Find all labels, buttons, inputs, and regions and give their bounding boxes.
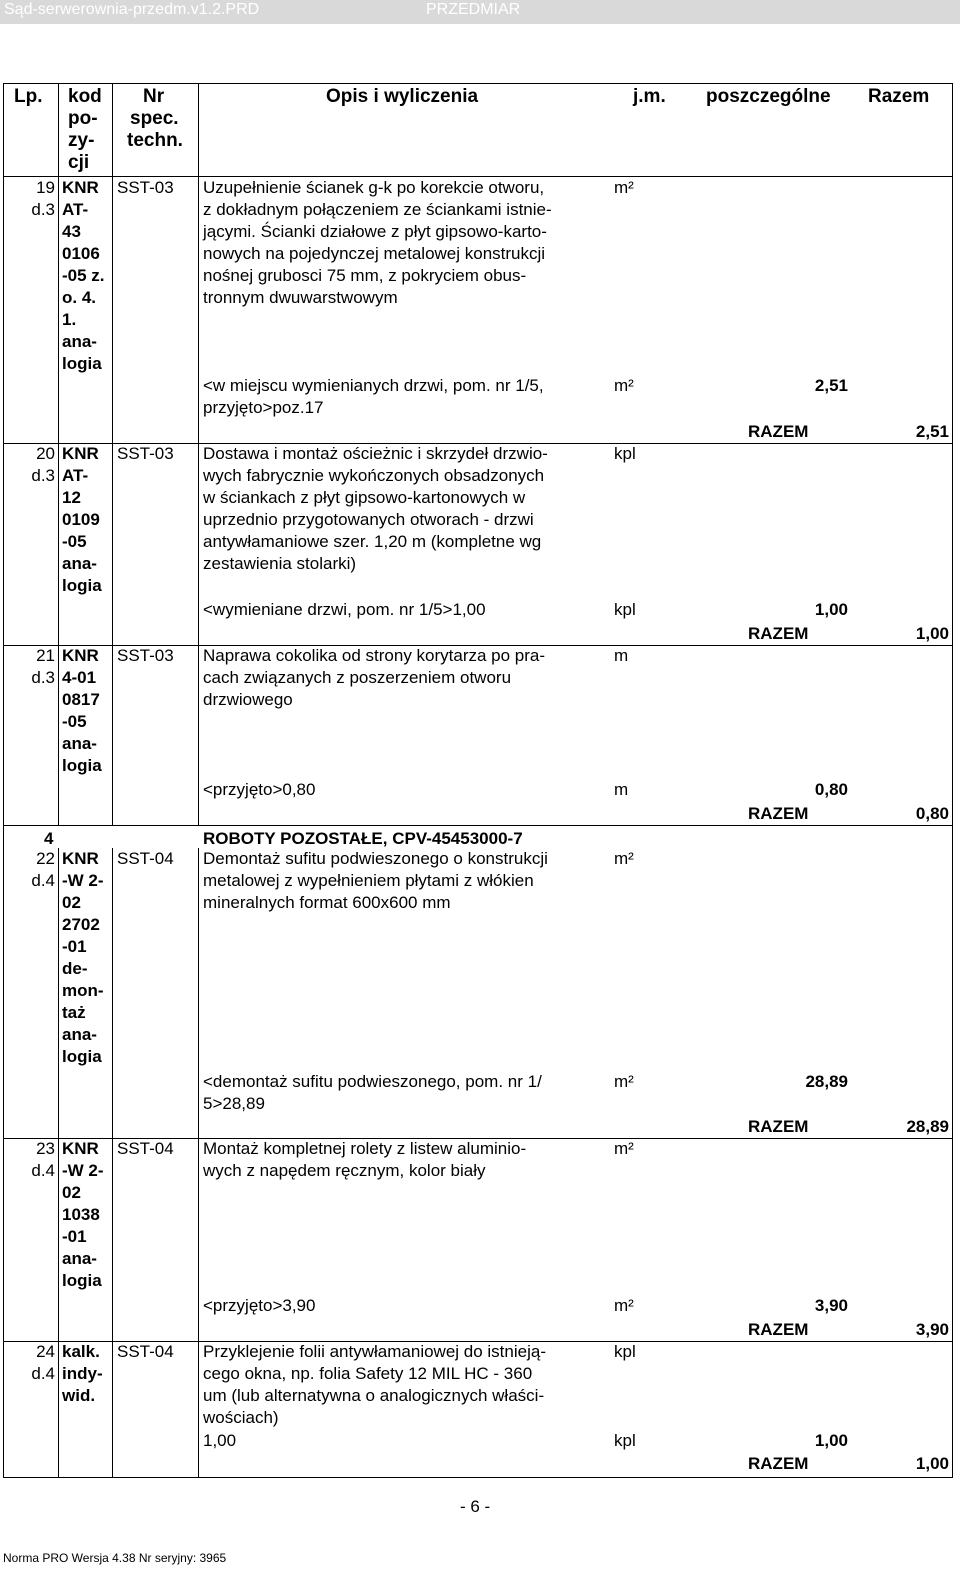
wyliczenie-line: <w miejscu wymienianych drzwi, pom. nr 1/5, xyxy=(203,376,544,395)
opis-line: Przyklejenie folii antywłamaniowej do istnieją- xyxy=(203,1342,546,1361)
kod-pozycji: logia xyxy=(62,1271,102,1290)
column-divider xyxy=(198,645,199,825)
col-lp-header: Lp. xyxy=(14,86,43,107)
kod-pozycji: o. 4. xyxy=(62,288,97,307)
kod-pozycji: ana- xyxy=(62,734,97,753)
lp-number: 21 xyxy=(36,646,55,665)
kod-pozycji: 0817 xyxy=(62,690,100,709)
opis-line: wych fabrycznie wykończonych obsadzonych xyxy=(203,466,545,485)
razem-value: 1,00 xyxy=(915,1454,949,1473)
lp-number: 22 xyxy=(36,849,55,868)
lp-number: 23 xyxy=(36,1139,55,1158)
lp-number: d.4 xyxy=(31,1161,55,1180)
kod-pozycji: KNR xyxy=(62,849,99,868)
razem-value: 0,80 xyxy=(915,804,949,823)
opis-line: zestawienia stolarki) xyxy=(203,554,357,573)
document-header-bar xyxy=(0,0,960,24)
col-opis-header: Opis i wyliczenia xyxy=(326,86,479,107)
wyliczenie-line: przyjęto>poz.17 xyxy=(203,398,324,417)
kod-pozycji: 43 xyxy=(62,222,81,241)
razem-label: RAZEM xyxy=(748,624,809,643)
wyliczenie-line: <demontaż sufitu podwieszonego, pom. nr 1/ xyxy=(203,1072,542,1091)
nr-spec-techn: SST-03 xyxy=(117,646,174,665)
razem-value: 28,89 xyxy=(906,1117,949,1136)
poszczegolne-value: 1,00 xyxy=(814,600,848,619)
opis-line: antywłamaniowe szer. 1,20 m (kompletne wg xyxy=(203,532,542,551)
opis-line: Dostawa i montaż ościeżnic i skrzydeł drzwio- xyxy=(203,444,548,463)
opis-line: wych z napędem ręcznym, kolor biały xyxy=(203,1161,486,1180)
kod-pozycji: 12 xyxy=(62,488,81,507)
kod-pozycji: indy- xyxy=(62,1364,103,1383)
kod-pozycji: -01 xyxy=(62,1227,87,1246)
razem-value: 2,51 xyxy=(915,422,949,441)
opis-line: tronnym dwuwarstwowym xyxy=(203,288,398,307)
wyliczenie-jm: m² xyxy=(614,376,634,395)
kod-pozycji: de- xyxy=(62,959,88,978)
kod-pozycji: AT- xyxy=(62,200,89,219)
opis-line: w ściankach z płyt gipsowo-kartonowych w xyxy=(203,488,526,507)
kod-pozycji: 4-01 xyxy=(62,668,97,687)
col-kod-header-4: cji xyxy=(68,152,90,173)
opis-line: cach związanych z poszerzeniem otworu xyxy=(203,668,512,687)
kod-pozycji: -05 z. xyxy=(62,266,105,285)
kod-pozycji: 0106 xyxy=(62,244,100,263)
poszczegolne-value: 28,89 xyxy=(805,1072,848,1091)
kod-pozycji: mon- xyxy=(62,981,104,1000)
poszczegolne-value: 0,80 xyxy=(814,780,848,799)
page-number: - 6 - xyxy=(460,1497,491,1516)
opis-line: cego okna, np. folia Safety 12 MIL HC - 360 xyxy=(203,1364,533,1383)
opis-line: um (lub alternatywna o analogicznych właści- xyxy=(203,1386,545,1405)
column-divider xyxy=(58,443,59,645)
lp-number: d.3 xyxy=(31,466,55,485)
poszczegolne-value: 2,51 xyxy=(814,376,848,395)
poszczegolne-value: 1,00 xyxy=(814,1431,848,1450)
kod-pozycji: taż xyxy=(62,1003,86,1022)
jm-unit: m xyxy=(614,646,629,665)
col-razem-header: Razem xyxy=(868,86,930,107)
kod-pozycji: 2702 xyxy=(62,915,100,934)
col-nr-header-2: spec. xyxy=(130,108,179,129)
opis-line: Naprawa cokolika od strony korytarza po pra- xyxy=(203,646,546,665)
document-filename: Sąd-serwerownia-przedm.v1.2.PRD xyxy=(4,1,260,18)
kod-pozycji: logia xyxy=(62,576,102,595)
column-divider xyxy=(198,1341,199,1478)
jm-unit: m² xyxy=(614,178,634,197)
col-kod-header-3: zy- xyxy=(68,130,95,151)
column-divider xyxy=(58,177,59,443)
column-divider xyxy=(112,83,113,176)
kod-pozycji: ana- xyxy=(62,554,97,573)
lp-number: d.3 xyxy=(31,668,55,687)
opis-line: Montaż kompletnej rolety z listew aluminio- xyxy=(203,1139,527,1158)
kod-pozycji: kalk. xyxy=(62,1342,100,1361)
kod-pozycji: -W 2- xyxy=(62,1161,104,1180)
document-type: PRZEDMIAR xyxy=(426,1,521,18)
kod-pozycji: KNR xyxy=(62,178,99,197)
razem-label: RAZEM xyxy=(748,804,809,823)
column-divider xyxy=(198,848,199,1138)
kod-pozycji: AT- xyxy=(62,466,89,485)
column-divider xyxy=(198,1138,199,1341)
col-kod-header-1: kod xyxy=(68,86,102,107)
wyliczenie-line: <wymieniane drzwi, pom. nr 1/5>1,00 xyxy=(203,600,486,619)
software-footer: Norma PRO Wersja 4.38 Nr seryjny: 3965 xyxy=(3,1551,227,1565)
jm-unit: kpl xyxy=(614,1342,636,1361)
col-nr-header-1: Nr xyxy=(143,86,165,107)
kod-pozycji: logia xyxy=(62,756,102,775)
col-poszczegolne-header: poszczególne xyxy=(706,86,831,107)
razem-value: 3,90 xyxy=(915,1320,949,1339)
opis-line: mineralnych format 600x600 mm xyxy=(203,893,451,912)
opis-line: Demontaż sufitu podwieszonego o konstrukcji xyxy=(203,849,548,868)
nr-spec-techn: SST-03 xyxy=(117,444,174,463)
column-divider xyxy=(112,645,113,825)
kod-pozycji: 0109 xyxy=(62,510,100,529)
kod-pozycji: KNR xyxy=(62,444,99,463)
row-divider xyxy=(3,825,953,826)
poszczegolne-value: 3,90 xyxy=(814,1296,848,1315)
kod-pozycji: wid. xyxy=(62,1386,96,1405)
lp-number: d.4 xyxy=(31,1364,55,1383)
wyliczenie-jm: m xyxy=(614,780,629,799)
opis-line: jącymi. Ścianki działowe z płyt gipsowo-karto- xyxy=(203,222,547,241)
wyliczenie-line: 5>28,89 xyxy=(203,1094,265,1113)
kod-pozycji: -W 2- xyxy=(62,871,104,890)
lp-number: 19 xyxy=(36,178,55,197)
column-divider xyxy=(58,1138,59,1341)
wyliczenie-line: <przyjęto>3,90 xyxy=(203,1296,316,1315)
wyliczenie-line: <przyjęto>0,80 xyxy=(203,780,316,799)
opis-line: uprzednio przygotowanych otworach - drzwi xyxy=(203,510,534,529)
opis-line: Uzupełnienie ścianek g-k po korekcie otworu, xyxy=(203,178,545,197)
kod-pozycji: -01 xyxy=(62,937,87,956)
column-divider xyxy=(112,177,113,443)
lp-number: d.3 xyxy=(31,200,55,219)
wyliczenie-line: 1,00 xyxy=(203,1431,237,1450)
opis-line: nośnej grubosci 75 mm, z pokryciem obus- xyxy=(203,266,527,285)
section-number: 4 xyxy=(44,829,54,848)
jm-unit: m² xyxy=(614,1139,634,1158)
razem-value: 1,00 xyxy=(915,624,949,643)
razem-label: RAZEM xyxy=(748,1117,809,1136)
opis-line: z dokładnym połączeniem ze ściankami istnie- xyxy=(203,200,552,219)
kod-pozycji: logia xyxy=(62,354,102,373)
razem-label: RAZEM xyxy=(748,422,809,441)
col-kod-header-2: po- xyxy=(68,108,98,129)
column-divider xyxy=(58,645,59,825)
column-divider xyxy=(198,177,199,443)
column-divider xyxy=(198,83,199,176)
razem-label: RAZEM xyxy=(748,1320,809,1339)
kod-pozycji: -05 xyxy=(62,712,87,731)
kod-pozycji: 1. xyxy=(62,310,77,329)
jm-unit: m² xyxy=(614,849,634,868)
wyliczenie-jm: kpl xyxy=(614,600,636,619)
column-divider xyxy=(58,1341,59,1478)
lp-number: 20 xyxy=(36,444,55,463)
col-nr-header-3: techn. xyxy=(127,130,183,151)
wyliczenie-jm: m² xyxy=(614,1072,634,1091)
opis-line: drzwiowego xyxy=(203,690,293,709)
opis-line: nowych na pojedynczej metalowej konstrukcji xyxy=(203,244,546,263)
kod-pozycji: logia xyxy=(62,1047,102,1066)
kod-pozycji: KNR xyxy=(62,646,99,665)
kod-pozycji: 1038 xyxy=(62,1205,100,1224)
lp-number: d.4 xyxy=(31,871,55,890)
jm-unit: kpl xyxy=(614,444,636,463)
nr-spec-techn: SST-04 xyxy=(117,1342,174,1361)
wyliczenie-jm: kpl xyxy=(614,1431,636,1450)
column-divider xyxy=(112,1138,113,1341)
kod-pozycji: ana- xyxy=(62,1025,97,1044)
column-divider xyxy=(112,848,113,1138)
column-divider xyxy=(58,848,59,1138)
opis-line: metalowej z wypełnieniem płytami z włókien xyxy=(203,871,534,890)
kod-pozycji: -05 xyxy=(62,532,87,551)
nr-spec-techn: SST-03 xyxy=(117,178,174,197)
kod-pozycji: 02 xyxy=(62,893,81,912)
razem-label: RAZEM xyxy=(748,1454,809,1473)
column-divider xyxy=(58,83,59,176)
column-divider xyxy=(112,1341,113,1478)
kod-pozycji: KNR xyxy=(62,1139,99,1158)
kod-pozycji: ana- xyxy=(62,1249,97,1268)
opis-line: wościach) xyxy=(203,1408,279,1427)
section-title: ROBOTY POZOSTAŁE, CPV-45453000-7 xyxy=(203,829,523,848)
kod-pozycji: 02 xyxy=(62,1183,81,1202)
wyliczenie-jm: m² xyxy=(614,1296,634,1315)
column-divider xyxy=(112,443,113,645)
kod-pozycji: ana- xyxy=(62,332,97,351)
nr-spec-techn: SST-04 xyxy=(117,849,174,868)
column-divider xyxy=(198,443,199,645)
col-jm-header: j.m. xyxy=(633,86,666,107)
nr-spec-techn: SST-04 xyxy=(117,1139,174,1158)
lp-number: 24 xyxy=(36,1342,55,1361)
